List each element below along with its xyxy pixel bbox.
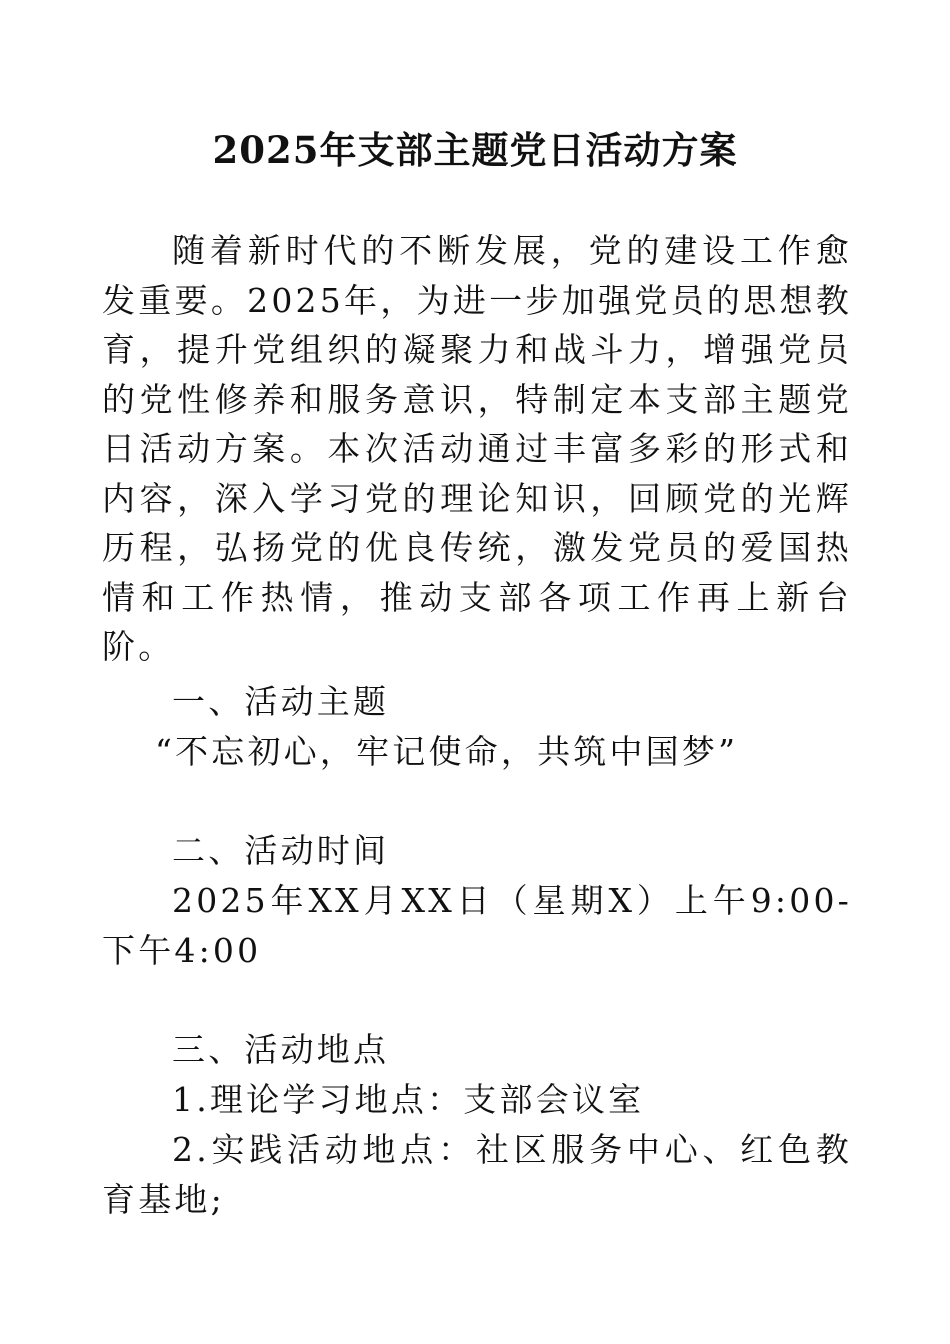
location-item-2: 2.实践活动地点：社区服务中心、红色教育基地; xyxy=(102,1130,852,1219)
section-content-theme: “不忘初心，牢记使命，共筑中国梦” xyxy=(155,732,739,771)
intro-paragraph: 随着新时代的不断发展，党的建设工作愈发重要。2025年，为进一步加强党员的思想教育，提升党组织的凝聚力和战斗力，增强党员的党性修养和服务意识，特制定本支部主题党日活动方案。本次活动通过丰富多彩的形式和内容，深入学习党的理论知识，回顾党的光辉历程，弘扬党的优良传统，激发党员的爱国热情和工作热情，推动支部各项工作再上新台阶。 xyxy=(102,231,852,666)
section-content-time: 2025年XX月XX日（星期X）上午9:00-下午4:00 xyxy=(102,881,852,970)
section-heading-theme: 一、活动主题 xyxy=(172,682,390,721)
section-heading-location: 三、活动地点 xyxy=(172,1030,390,1069)
location-item-1: 1.理论学习地点：支部会议室 xyxy=(172,1080,645,1119)
section-heading-time: 二、活动时间 xyxy=(172,831,390,870)
document-title: 2025年支部主题党日活动方案 xyxy=(212,128,738,172)
